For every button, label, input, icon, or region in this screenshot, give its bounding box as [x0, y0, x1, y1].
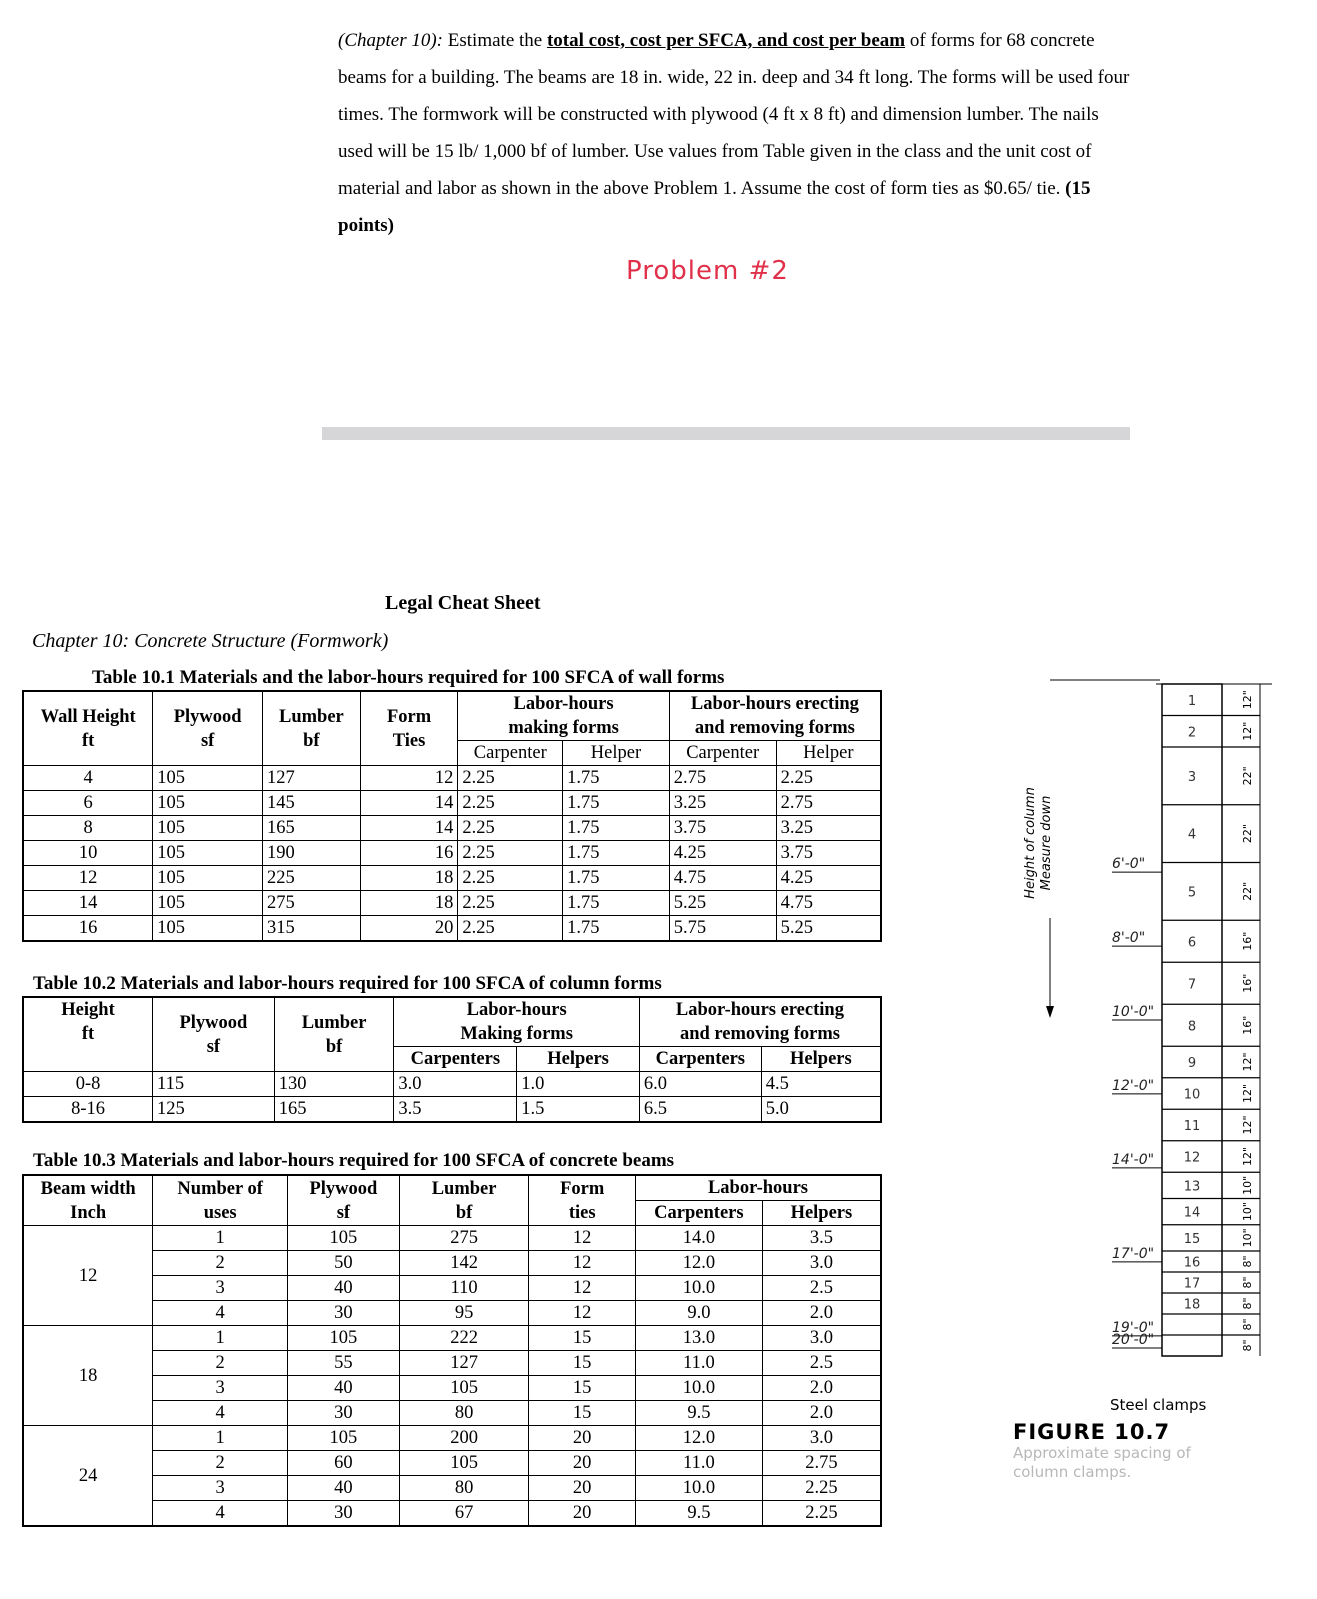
height-label: 8'-0": [1112, 930, 1146, 947]
table-cell: 225: [262, 866, 360, 891]
table-cell: 2.25: [458, 766, 563, 791]
table-cell: 10: [23, 841, 153, 866]
table-cell: 3: [153, 1376, 288, 1401]
spacing-label: 8": [1241, 1276, 1254, 1289]
table-cell: 105: [288, 1426, 400, 1451]
table-cell: 11.0: [635, 1451, 762, 1476]
header-helpers: Helpers: [517, 1047, 640, 1072]
header-carpenters: Carpenters: [394, 1047, 517, 1072]
spacing-label: 12": [1241, 1083, 1254, 1104]
table-cell: 12: [529, 1226, 636, 1251]
table-cell: 6: [23, 791, 153, 816]
header-wall-height: Wall Height ft: [40, 706, 136, 751]
header-form-ties: Form Ties: [360, 691, 458, 766]
table-row: [23, 1072, 881, 1097]
table-cell: 105: [153, 841, 263, 866]
spacing-label: 12": [1241, 721, 1254, 741]
table-cell: 40: [288, 1476, 400, 1501]
table-cell: 2.0: [762, 1301, 881, 1326]
header-making-2: Making forms: [394, 1022, 639, 1047]
wall-forms-table: [22, 690, 882, 942]
table-cell: 2: [153, 1451, 288, 1476]
table-cell: 105: [288, 1226, 400, 1251]
table3-caption: Table 10.3 Materials and labor-hours required for 100 SFCA of concrete beams: [33, 1150, 675, 1171]
table-cell: 1.75: [563, 916, 670, 942]
table-cell: 2.5: [762, 1276, 881, 1301]
spacing-label: 10": [1241, 1175, 1254, 1195]
header-making-1: Labor-hours: [394, 997, 639, 1022]
height-label: 14'-0": [1112, 1151, 1155, 1168]
table-row: [23, 916, 881, 942]
table-cell: 130: [274, 1072, 394, 1097]
spacing-label: 10": [1241, 1202, 1254, 1222]
beam-width-cell: 18: [23, 1326, 153, 1426]
header-labor-hours: Labor-hours: [635, 1175, 881, 1201]
table-row: [23, 816, 881, 841]
table-cell: 10.0: [635, 1276, 762, 1301]
table-row: [23, 791, 881, 816]
table-cell: 275: [262, 891, 360, 916]
table-row: [23, 1426, 881, 1451]
arrow-head-icon: [1046, 1006, 1054, 1018]
spacing-label: 16": [1241, 973, 1254, 993]
table1-caption: Table 10.1 Materials and the labor-hours required for 100 SFCA of wall forms: [92, 667, 725, 688]
header-making-1: Labor-hours: [458, 691, 669, 716]
header-erecting-2: and removing forms: [669, 716, 881, 741]
table-cell: 2: [153, 1251, 288, 1276]
header-helper: Helper: [776, 741, 881, 766]
table-cell: 127: [262, 766, 360, 791]
clamp-number: 10: [1183, 1087, 1201, 1103]
spacing-label: 12": [1241, 1146, 1254, 1167]
table-cell: 40: [288, 1276, 400, 1301]
spacing-label: 8": [1241, 1297, 1254, 1310]
header-lumber: Lumber bf: [399, 1175, 529, 1226]
table-cell: 95: [399, 1301, 529, 1326]
clamp-number: 15: [1183, 1231, 1201, 1247]
table-cell: 13.0: [635, 1326, 762, 1351]
table-cell: 3.25: [669, 791, 776, 816]
figure-caption: [1013, 1420, 1233, 1482]
clamp-number: 2: [1187, 725, 1197, 741]
table-cell: 20: [529, 1501, 636, 1527]
table-cell: 3.5: [762, 1226, 881, 1251]
table-cell: 15: [529, 1376, 636, 1401]
header-carpenters: Carpenters: [639, 1047, 761, 1072]
table-cell: 1.75: [563, 866, 670, 891]
table-cell: 3.0: [762, 1251, 881, 1276]
table-cell: 1: [153, 1326, 288, 1351]
height-label: 6'-0": [1112, 856, 1146, 873]
clamp-number: 4: [1187, 827, 1197, 843]
height-label: 10'-0": [1112, 1004, 1155, 1020]
spacing-label: 22": [1241, 881, 1254, 901]
table-cell: 105: [153, 791, 263, 816]
table-cell: 14.0: [635, 1226, 762, 1251]
problem-points: (15 points): [338, 178, 1091, 236]
spacing-label: 16": [1241, 1015, 1254, 1035]
header-lumber: Lumber bf: [274, 997, 394, 1072]
header-erecting-2: and removing forms: [639, 1022, 881, 1047]
table-cell: 1: [153, 1426, 288, 1451]
table-cell: 4.25: [776, 866, 881, 891]
table-cell: 2.25: [776, 766, 881, 791]
column-clamp-figure: [1010, 668, 1310, 1498]
table-cell: 5.0: [761, 1097, 881, 1123]
header-plywood: Plywood sf: [153, 997, 275, 1072]
header-lumber: Lumber bf: [262, 691, 360, 766]
clamp-number: 18: [1183, 1297, 1201, 1313]
table-cell: 4.75: [669, 866, 776, 891]
table-cell: 15: [529, 1401, 636, 1426]
table-cell: 1.75: [563, 816, 670, 841]
table-cell: 2.25: [458, 866, 563, 891]
header-carpenter: Carpenter: [669, 741, 776, 766]
table-cell: 30: [288, 1501, 400, 1527]
header-helpers: Helpers: [761, 1047, 881, 1072]
table-cell: 110: [399, 1276, 529, 1301]
clamp-number: 6: [1187, 935, 1197, 951]
header-form-ties: Form ties: [529, 1175, 636, 1226]
beam-width-cell: 24: [23, 1426, 153, 1527]
table-cell: 3.25: [776, 816, 881, 841]
spacing-label: 16": [1241, 931, 1254, 951]
beam-forms-body: [23, 1226, 881, 1527]
table-cell: 142: [399, 1251, 529, 1276]
header-number-of-uses: Number of uses: [153, 1175, 288, 1226]
table-cell: 105: [153, 816, 263, 841]
table-cell: 11.0: [635, 1351, 762, 1376]
table-cell: 3.75: [669, 816, 776, 841]
steel-clamps-label: Steel clamps: [1110, 1396, 1207, 1414]
header-plywood: Plywood sf: [153, 691, 263, 766]
spacing-label: 8": [1241, 1339, 1254, 1352]
table-cell: 165: [274, 1097, 394, 1123]
table-row: [23, 891, 881, 916]
table-cell: 67: [399, 1501, 529, 1527]
table-cell: 20: [529, 1426, 636, 1451]
spacing-label: 22": [1241, 824, 1254, 844]
table-cell: 8: [23, 816, 153, 841]
table-cell: 5.25: [669, 891, 776, 916]
table-cell: 12: [529, 1251, 636, 1276]
header-helper: Helper: [563, 741, 670, 766]
table-cell: 200: [399, 1426, 529, 1451]
table-cell: 2.75: [776, 791, 881, 816]
table-row: [23, 1226, 881, 1251]
table-cell: 20: [529, 1451, 636, 1476]
spacing-label: 12": [1241, 1052, 1254, 1072]
table-cell: 9.5: [635, 1501, 762, 1527]
clamp-number: 3: [1187, 769, 1197, 785]
table-cell: 1.75: [563, 841, 670, 866]
table-cell: 4: [153, 1301, 288, 1326]
table-cell: 60: [288, 1451, 400, 1476]
table-cell: 105: [288, 1326, 400, 1351]
figure-caption-text: Approximate spacing of column clamps.: [1013, 1444, 1191, 1481]
spacing-label: 8": [1241, 1255, 1254, 1268]
cheat-sheet-title: Legal Cheat Sheet: [385, 592, 541, 614]
table-cell: 10.0: [635, 1476, 762, 1501]
clamp-number: 13: [1183, 1179, 1201, 1195]
table-cell: 55: [288, 1351, 400, 1376]
header-making-2: making forms: [458, 716, 669, 741]
table-cell: 1: [153, 1226, 288, 1251]
table-cell: 3: [153, 1276, 288, 1301]
table-cell: 1.0: [517, 1072, 640, 1097]
table-cell: 115: [153, 1072, 275, 1097]
table-cell: 3.0: [762, 1326, 881, 1351]
header-helpers: Helpers: [762, 1201, 881, 1226]
table-cell: 30: [288, 1301, 400, 1326]
table-cell: 2.75: [762, 1451, 881, 1476]
table-cell: 2.5: [762, 1351, 881, 1376]
handwritten-note: Problem #2: [626, 256, 789, 286]
table-cell: 222: [399, 1326, 529, 1351]
height-label: 19'-0": [1112, 1319, 1155, 1336]
clamp-number: 16: [1183, 1255, 1201, 1271]
table2-caption: Table 10.2 Materials and labor-hours required for 100 SFCA of column forms: [33, 973, 662, 994]
divider-bar: [322, 427, 1130, 440]
table-cell: 275: [399, 1226, 529, 1251]
clamp-number: 12: [1183, 1150, 1201, 1166]
table-cell: 15: [529, 1326, 636, 1351]
problem-chapter-prefix: (Chapter 10):: [338, 30, 444, 51]
table-cell: 16: [360, 841, 458, 866]
table-cell: 80: [399, 1401, 529, 1426]
clamp-number: 5: [1187, 885, 1197, 901]
header-carpenter: Carpenter: [458, 741, 563, 766]
table-cell: 0-8: [23, 1072, 153, 1097]
clamp-number: 11: [1183, 1119, 1201, 1134]
figure-caption-title: FIGURE 10.7: [1013, 1420, 1171, 1444]
table-row: [23, 841, 881, 866]
wall-forms-body: [23, 766, 881, 942]
table-cell: 20: [529, 1476, 636, 1501]
table-cell: 125: [153, 1097, 275, 1123]
table-cell: 1.75: [563, 791, 670, 816]
table-cell: 16: [23, 916, 153, 942]
height-label: 20'-0": [1112, 1332, 1155, 1348]
table-row: [23, 1326, 881, 1351]
side-label-height: Height of column: [1023, 787, 1038, 899]
header-height: Height ft: [61, 1000, 115, 1044]
problem-text-2: of forms for 68 concrete beams for a building. The beams are 18 in. wide, 22 in. deep and 34 ft long. The forms will be used four times. The formwork will be constructed with plywood (4 ft x 8 ft) and dimension lumber. The nails used will be 15 lb/ 1,000 bf of lumber. Use values from Table given in the class and the unit cost of material and labor as shown in the above Problem 1. Assume the cost of form ties as $0.65/ tie.: [338, 30, 1130, 199]
table-cell: 40: [288, 1376, 400, 1401]
table-cell: 1.5: [517, 1097, 640, 1123]
table-cell: 18: [360, 866, 458, 891]
spacing-label: 22": [1241, 766, 1254, 786]
beam-width-cell: 12: [23, 1226, 153, 1326]
table-cell: 4: [153, 1401, 288, 1426]
clamp-number: 17: [1183, 1276, 1201, 1292]
table-cell: 2: [153, 1351, 288, 1376]
spacing-label: 12": [1241, 690, 1254, 710]
table-cell: 105: [153, 866, 263, 891]
table-cell: 12.0: [635, 1251, 762, 1276]
table-cell: 80: [399, 1476, 529, 1501]
table-row: [23, 866, 881, 891]
table-cell: 105: [399, 1376, 529, 1401]
table-cell: 12: [529, 1276, 636, 1301]
clamp-number: 14: [1183, 1205, 1201, 1221]
problem-emphasis: total cost, cost per SFCA, and cost per beam: [546, 30, 906, 51]
table-cell: 145: [262, 791, 360, 816]
table-cell: 2.0: [762, 1401, 881, 1426]
table-cell: 14: [23, 891, 153, 916]
column-forms-table: [22, 996, 882, 1123]
table-cell: 4.5: [761, 1072, 881, 1097]
table-cell: 4: [153, 1501, 288, 1527]
table-cell: 105: [153, 766, 263, 791]
table-cell: 30: [288, 1401, 400, 1426]
table-cell: 2.25: [762, 1501, 881, 1527]
table-cell: 12.0: [635, 1426, 762, 1451]
header-erecting-1: Labor-hours erecting: [639, 997, 881, 1022]
table-cell: 14: [360, 816, 458, 841]
table-row: [23, 1097, 881, 1123]
table-cell: 4.25: [669, 841, 776, 866]
table-cell: 14: [360, 791, 458, 816]
table-cell: 105: [153, 891, 263, 916]
table-cell: 5.25: [776, 916, 881, 942]
table-cell: 4.75: [776, 891, 881, 916]
table-cell: 18: [360, 891, 458, 916]
table-cell: 3.0: [394, 1072, 517, 1097]
table-cell: 1.75: [563, 766, 670, 791]
table-cell: 2.75: [669, 766, 776, 791]
table-cell: 4: [23, 766, 153, 791]
table-cell: 2.25: [458, 791, 563, 816]
table-cell: 105: [399, 1451, 529, 1476]
table-cell: 2.25: [458, 816, 563, 841]
height-label: 17'-0": [1112, 1245, 1155, 1262]
problem-statement: [338, 22, 1138, 244]
table-cell: 2.25: [762, 1476, 881, 1501]
header-beam-width: Beam width Inch: [40, 1178, 136, 1223]
table-cell: 1.75: [563, 891, 670, 916]
table-cell: 9.0: [635, 1301, 762, 1326]
beam-forms-table: [22, 1174, 882, 1527]
problem-text-1: Estimate the: [443, 30, 547, 51]
table-cell: 2.25: [458, 891, 563, 916]
table-cell: 2.0: [762, 1376, 881, 1401]
table-cell: 6.0: [639, 1072, 761, 1097]
table-cell: 2.25: [458, 916, 563, 942]
table-row: [23, 766, 881, 791]
table-cell: 8-16: [23, 1097, 153, 1123]
table-cell: 3: [153, 1476, 288, 1501]
height-label: 12'-0": [1112, 1077, 1155, 1094]
table-cell: 12: [529, 1301, 636, 1326]
header-plywood: Plywood sf: [288, 1175, 400, 1226]
clamp-number: 1: [1187, 693, 1197, 709]
clamp-number: 8: [1187, 1019, 1197, 1035]
table-cell: 2.25: [458, 841, 563, 866]
table-cell: 315: [262, 916, 360, 942]
table-cell: 20: [360, 916, 458, 942]
table-cell: 3.0: [762, 1426, 881, 1451]
table-cell: 105: [153, 916, 263, 942]
table-cell: 10.0: [635, 1376, 762, 1401]
spacing-label: 8": [1241, 1318, 1254, 1331]
clamp-number: 7: [1187, 977, 1197, 993]
table-cell: 12: [360, 766, 458, 791]
spacing-label: 10": [1241, 1228, 1254, 1248]
chapter-heading: Chapter 10: Concrete Structure (Formwork): [32, 630, 389, 652]
table-cell: 165: [262, 816, 360, 841]
column-forms-body: [23, 1072, 881, 1123]
table-cell: 5.75: [669, 916, 776, 942]
spacing-label: 12": [1241, 1115, 1254, 1135]
table-cell: 6.5: [639, 1097, 761, 1123]
table-cell: 15: [529, 1351, 636, 1376]
table-cell: 3.75: [776, 841, 881, 866]
table-cell: 190: [262, 841, 360, 866]
header-carpenters: Carpenters: [635, 1201, 762, 1226]
header-erecting-1: Labor-hours erecting: [669, 691, 881, 716]
side-label-measure: Measure down: [1039, 795, 1054, 891]
table-cell: 12: [23, 866, 153, 891]
table-cell: 127: [399, 1351, 529, 1376]
table-cell: 9.5: [635, 1401, 762, 1426]
clamp-number: 9: [1187, 1056, 1197, 1071]
table-cell: 50: [288, 1251, 400, 1276]
table-cell: 3.5: [394, 1097, 517, 1123]
